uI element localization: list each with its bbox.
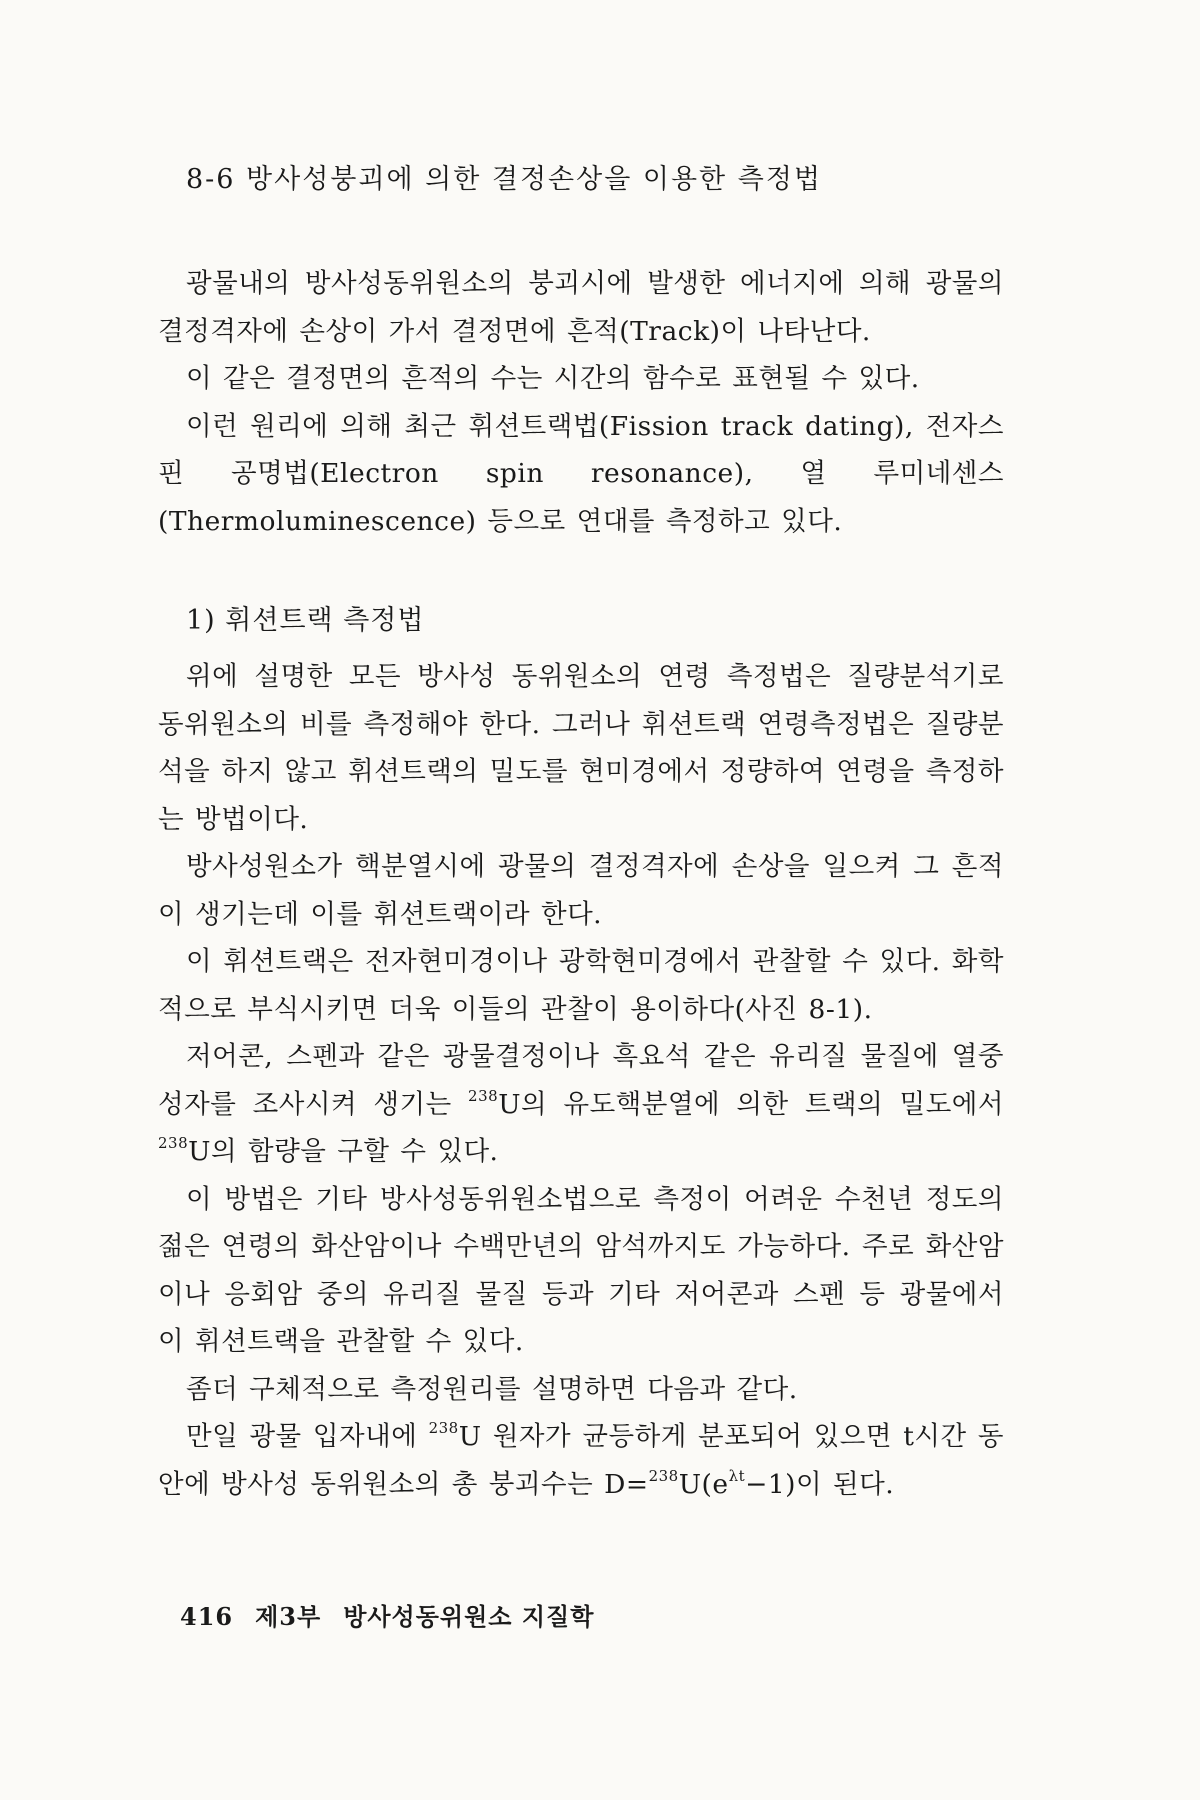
footer-chapter: 방사성동위원소 지질학: [343, 1602, 595, 1631]
intro-paragraph-1: 광물내의 방사성동위원소의 붕괴시에 발생한 에너지에 의해 광물의 결정격자에 손상이 가서 결정면에 흔적(Track)이 나타난다.: [158, 268, 1004, 347]
body-paragraph-6: 좀더 구체적으로 측정원리를 설명하면 다음과 같다.: [186, 1373, 798, 1405]
p7-text-a: 만일 광물 입자내에: [186, 1421, 429, 1452]
subsection-title: 1) 휘션트랙 측정법: [186, 605, 425, 636]
footer-part: 제3부: [255, 1602, 322, 1631]
body-paragraph-5: 이 방법은 기타 방사성동위원소법으로 측정이 어려운 수천년 정도의 젊은 연령의 화산암이나 수백만년의 암석까지도 가능하다. 주로 화산암이나 응회암 중의 유리질 물질 등과 기타 저어콘과 스펜 등 광물에서 이 휘션트랙을 관찰할 수 있다.: [158, 1183, 1004, 1357]
intro-paragraph-2: 이 같은 결정면의 흔적의 수는 시간의 함수로 표현될 수 있다.: [186, 363, 920, 394]
p7-text-d: −1)이 된다.: [745, 1468, 895, 1500]
p4-superscript-1: 238: [468, 1086, 499, 1105]
p4-text-a: 저어콘, 스펜과 같은 광물결정이나 흑요석 같은 유리질 물질에 열중성자를 조사시켜 생기는: [158, 1041, 1004, 1120]
intro-paragraph-3: 이런 원리에 의해 최근 휘션트랙법(Fission track dating), 전자스핀 공명법(Electron spin resonance), 열 루미네센스(Thermoluminescence) 등으로 연대를 측정하고 있다.: [158, 410, 1004, 537]
body-paragraph-4: [158, 1033, 1004, 1176]
p4-text-b: U의 유도핵분열에 의한 트랙의 밀도에서: [498, 1088, 1004, 1120]
page-number: 416: [180, 1602, 234, 1631]
p7-superscript-1: 238: [428, 1419, 459, 1438]
p7-text-b: U 원자가 균등하게 분포되어 있으면 t시간 동안에 방사성 동위원소의 총 붕괴수는 D=: [158, 1421, 1004, 1500]
p4-superscript-2: 238: [158, 1134, 189, 1153]
page-footer: [180, 1597, 594, 1632]
body-paragraph-3: 이 휘션트랙은 전자현미경이나 광학현미경에서 관찰할 수 있다. 화학적으로 부식시키면 더욱 이들의 관찰이 용이하다(사진 8-1).: [158, 946, 1004, 1025]
p7-text-c: U(e: [678, 1468, 729, 1500]
section-title: 8-6 방사성붕괴에 의한 결정손상을 이용한 측정법: [186, 164, 822, 195]
p7-superscript-2: 238: [648, 1466, 679, 1485]
p7-superscript-3: λt: [728, 1466, 746, 1485]
p4-text-c: U의 함량을 구할 수 있다.: [188, 1136, 499, 1167]
page-content: [158, 160, 1004, 1508]
body-paragraph-7: [158, 1413, 1004, 1508]
body-paragraph-1: 위에 설명한 모든 방사성 동위원소의 연령 측정법은 질량분석기로 동위원소의 비를 측정해야 한다. 그러나 휘션트랙 연령측정법은 질량분석을 하지 않고 휘션트랙의 밀도를 현미경에서 정량하여 연령을 측정하는 방법이다.: [158, 661, 1004, 835]
body-paragraph-2: 방사성원소가 핵분열시에 광물의 결정격자에 손상을 일으켜 그 흔적이 생기는데 이를 휘션트랙이라 한다.: [158, 851, 1004, 930]
